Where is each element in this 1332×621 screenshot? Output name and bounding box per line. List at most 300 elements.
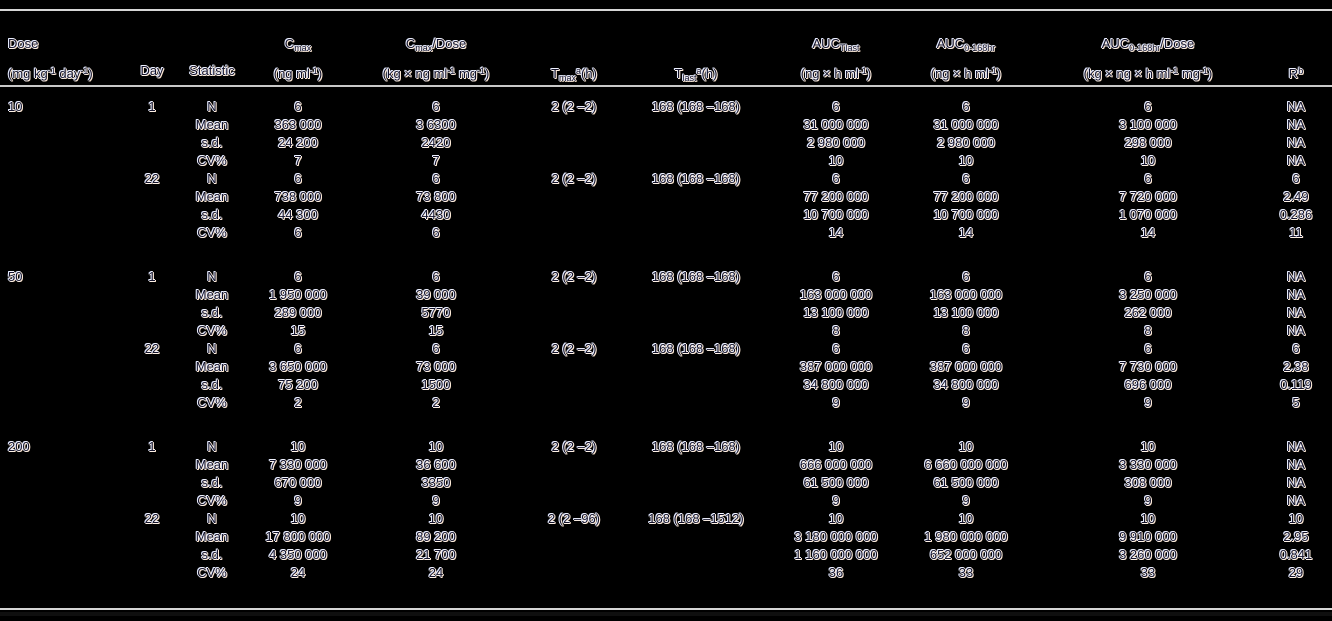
column-label: $C_{max}$/Dose (405, 36, 467, 53)
cell-r: NA (1286, 287, 1306, 302)
cell-r: 2.38 (1283, 359, 1309, 374)
cell-tlast: 168 (168 –168) (651, 269, 741, 284)
cell-auc-0-168hr-dose: 10 (1140, 153, 1156, 168)
cell-auc-0-168hr: 6 (962, 99, 970, 114)
cell-dose (0, 224, 136, 242)
cell-cmax-dose: 10 (428, 511, 444, 526)
cell-auc-tlast: 6 (832, 171, 840, 186)
cell-dose (0, 206, 136, 224)
stat-row (0, 546, 1332, 564)
cell-statistic: Mean (195, 529, 229, 544)
column-unit: (mg $kg^{-1}$ day$^{-1}$) (8, 66, 93, 81)
cell-auc-tlast: 10 (828, 439, 844, 454)
column-unit: (kg × ng × h $ml^{-1}$ $mg^{-1}$) (1083, 66, 1213, 81)
cell-auc-tlast: 3 180 000 000 (794, 529, 878, 544)
cell-statistic: Mean (195, 359, 229, 374)
cell-r: NA (1286, 135, 1306, 150)
cell-cmax: 3 650 000 (269, 359, 327, 374)
column-label: $AUC_{0-168hr}$/Dose (1101, 36, 1195, 53)
cell-tlast (616, 474, 776, 492)
cell-r: NA (1286, 493, 1306, 508)
cell-cmax-dose: 7 (432, 153, 440, 168)
cell-dose (0, 358, 136, 376)
stat-row (0, 340, 1332, 358)
column-label (136, 31, 168, 57)
cell-tmax (532, 322, 616, 340)
cell-tlast: 168 (168 –168) (651, 439, 741, 454)
cell-day (136, 546, 168, 564)
stat-row (0, 510, 1332, 528)
cell-day (136, 286, 168, 304)
dose-group (0, 438, 1332, 582)
cell-tlast: 168 (168 –168) (651, 171, 741, 186)
cell-auc-0-168hr: 33 (958, 565, 974, 580)
cell-auc-0-168hr-dose: 3 100 000 (1119, 117, 1177, 132)
cell-auc-0-168hr: 1 980 000 000 (924, 529, 1008, 544)
cell-auc-0-168hr: 14 (958, 225, 974, 240)
cell-dose (0, 322, 136, 340)
cell-auc-tlast: 34 800 000 (803, 377, 869, 392)
cell-cmax: 9 (294, 493, 302, 508)
cell-statistic: s.d. (201, 305, 223, 320)
cell-statistic: Mean (195, 457, 229, 472)
cell-cmax-dose: 73 000 (416, 359, 456, 374)
cell-auc-0-168hr: 6 (962, 269, 970, 284)
cell-statistic: s.d. (201, 207, 223, 222)
cell-day (136, 394, 168, 412)
cell-day: 22 (144, 511, 160, 526)
cell-day: 22 (144, 171, 160, 186)
cell-cmax: 2 (294, 395, 302, 410)
cell-tmax (532, 134, 616, 152)
cell-cmax: 6 (294, 99, 302, 114)
cell-day (136, 376, 168, 394)
cell-r: 2.49 (1283, 189, 1309, 204)
column-header-auc-0-168hr (896, 31, 1036, 85)
cell-tlast (616, 394, 776, 412)
cell-auc-tlast: 2 980 000 (807, 135, 865, 150)
cell-auc-tlast: 61 500 000 (803, 475, 869, 490)
cell-auc-0-168hr-dose: 10 (1140, 511, 1156, 526)
table-body (0, 87, 1332, 582)
cell-dose (0, 286, 136, 304)
cell-auc-0-168hr: 10 (958, 153, 974, 168)
cell-tlast (616, 492, 776, 510)
cell-auc-0-168hr-dose: 6 (1144, 99, 1152, 114)
cell-tlast (616, 456, 776, 474)
cell-tmax (532, 358, 616, 376)
cell-statistic: Mean (195, 287, 229, 302)
cell-cmax-dose: 4430 (421, 207, 451, 222)
cell-tlast (616, 206, 776, 224)
cell-r: NA (1286, 153, 1306, 168)
cell-dose (0, 188, 136, 206)
cell-cmax-dose: 6 (432, 225, 440, 240)
cell-dose (0, 376, 136, 394)
cell-tmax (532, 474, 616, 492)
cell-tlast (616, 116, 776, 134)
cell-r: 0.119 (1280, 377, 1312, 392)
cell-dose (0, 510, 136, 528)
cell-tmax: 2 (2 –2) (551, 439, 597, 454)
cell-day (136, 134, 168, 152)
cell-day (136, 304, 168, 322)
stat-row (0, 206, 1332, 224)
cell-cmax: 6 (294, 341, 302, 356)
column-unit: (ng $ml^{-1}$) (273, 66, 323, 81)
cell-auc-tlast: 77 200 000 (803, 189, 869, 204)
cell-cmax: 15 (290, 323, 306, 338)
cell-cmax-dose: 10 (428, 439, 444, 454)
column-header-tmax (532, 31, 616, 85)
column-header-auc-tlast (776, 31, 896, 85)
cell-day (136, 188, 168, 206)
cell-tmax (532, 546, 616, 564)
cell-dose (0, 134, 136, 152)
table-header (0, 11, 1332, 85)
stat-row (0, 322, 1332, 340)
stat-row (0, 456, 1332, 474)
cell-tlast (616, 546, 776, 564)
cell-auc-tlast: 31 000 000 (803, 117, 869, 132)
cell-tlast (616, 188, 776, 206)
stat-row (0, 492, 1332, 510)
cell-tlast (616, 304, 776, 322)
cell-r: 0.286 (1279, 207, 1313, 222)
cell-dose (0, 340, 136, 358)
cell-r: NA (1286, 269, 1306, 284)
cell-tmax (532, 152, 616, 170)
cell-auc-tlast: 8 (832, 323, 840, 338)
cell-r: 6 (1292, 171, 1300, 186)
cell-dose (0, 528, 136, 546)
cell-auc-0-168hr-dose: 696 000 (1124, 377, 1172, 392)
cell-cmax: 10 (290, 511, 306, 526)
column-unit: (kg × ng $ml^{-1}$ $mg^{-1}$) (382, 66, 490, 81)
cell-day (136, 474, 168, 492)
cell-tmax (532, 492, 616, 510)
cell-cmax-dose: 2420 (421, 135, 451, 150)
cell-tmax (532, 116, 616, 134)
cell-auc-0-168hr-dose: 6 (1144, 171, 1152, 186)
stat-row (0, 152, 1332, 170)
cell-tlast (616, 152, 776, 170)
cell-r: NA (1286, 457, 1306, 472)
cell-cmax: 10 (290, 439, 306, 454)
cell-auc-0-168hr-dose: 9 (1144, 395, 1152, 410)
cell-cmax-dose: 39 000 (416, 287, 456, 302)
cell-auc-0-168hr-dose: 3 260 000 (1119, 547, 1177, 562)
cell-tlast (616, 564, 776, 582)
cell-tmax (532, 376, 616, 394)
cell-tlast: 168 (168 –168) (651, 341, 741, 356)
cell-auc-0-168hr: 10 (958, 511, 974, 526)
cell-statistic: CV% (197, 493, 227, 508)
cell-cmax: 6 (294, 171, 302, 186)
column-label (616, 31, 776, 57)
cell-cmax-dose: 6 (432, 171, 440, 186)
cell-tlast (616, 134, 776, 152)
cell-day (136, 322, 168, 340)
column-label (532, 31, 616, 57)
column-header-r (1260, 31, 1332, 85)
cell-auc-0-168hr: 6 660 000 000 (924, 457, 1008, 472)
cell-statistic: s.d. (201, 135, 223, 150)
cell-auc-0-168hr: 6 (962, 341, 970, 356)
cell-cmax: 6 (294, 225, 302, 240)
cell-cmax-dose: 6 (432, 99, 440, 114)
cell-cmax-dose: 6 (432, 341, 440, 356)
stat-row (0, 394, 1332, 412)
stat-row (0, 358, 1332, 376)
cell-dose (0, 456, 136, 474)
cell-cmax: 24 200 (278, 135, 318, 150)
column-unit: Day (140, 63, 164, 78)
cell-tlast: 168 (168 –168) (651, 99, 741, 114)
cell-statistic: s.d. (201, 475, 223, 490)
cell-cmax-dose: 36 600 (416, 457, 456, 472)
cell-cmax: 4 350 000 (269, 547, 327, 562)
column-header-auc-0-168hr-dose (1036, 31, 1260, 85)
cell-tmax: 2 (2 –2) (551, 341, 597, 356)
cell-auc-0-168hr-dose: 9 910 000 (1119, 529, 1177, 544)
cell-auc-tlast: 163 000 000 (799, 287, 873, 302)
cell-r: NA (1286, 323, 1306, 338)
cell-cmax-dose: 21 700 (416, 547, 456, 562)
cell-day (136, 358, 168, 376)
cell-statistic: N (207, 171, 217, 186)
column-unit: $R^b$ (1288, 66, 1304, 81)
cell-tmax (532, 224, 616, 242)
dose-group (0, 268, 1332, 412)
cell-r: NA (1286, 117, 1306, 132)
cell-dose (0, 546, 136, 564)
cell-day: 1 (148, 439, 156, 454)
column-unit: Statistic (189, 63, 235, 78)
cell-cmax-dose: 1500 (421, 377, 451, 392)
cell-tmax: 2 (2 –2) (551, 99, 597, 114)
cell-auc-0-168hr: 163 000 000 (929, 287, 1003, 302)
cell-tlast (616, 322, 776, 340)
cell-tmax (532, 286, 616, 304)
cell-day (136, 152, 168, 170)
cell-cmax-dose: 73 800 (416, 189, 456, 204)
cell-day: 22 (144, 341, 160, 356)
cell-dose: 10 (8, 99, 23, 114)
cell-auc-0-168hr: 10 700 000 (933, 207, 999, 222)
stat-row (0, 438, 1332, 456)
cell-day: 1 (148, 99, 156, 114)
cell-auc-tlast: 387 000 000 (799, 359, 873, 374)
cell-statistic: N (207, 269, 217, 284)
cell-tlast (616, 358, 776, 376)
cell-day (136, 116, 168, 134)
cell-day (136, 492, 168, 510)
cell-cmax-dose: 9 (432, 493, 440, 508)
column-header-day (136, 31, 168, 85)
bottom-strip (0, 610, 1332, 616)
cell-cmax: 670 000 (274, 475, 322, 490)
cell-auc-tlast: 6 (832, 99, 840, 114)
cell-r: NA (1286, 99, 1306, 114)
cell-dose (0, 170, 136, 188)
cell-tmax: 2 (2 –2) (551, 171, 597, 186)
cell-cmax: 44 300 (278, 207, 318, 222)
cell-cmax-dose: 15 (428, 323, 444, 338)
stat-row (0, 224, 1332, 242)
cell-auc-tlast: 1 160 000 000 (794, 547, 878, 562)
cell-auc-tlast: 36 (828, 565, 844, 580)
cell-cmax: 17 800 000 (265, 529, 331, 544)
column-unit: $T_{max}^a(h)$ (551, 66, 597, 83)
column-unit: (ng × h $ml^{-1}$) (800, 66, 872, 81)
column-label: $AUC_{Tlast}$ (812, 36, 860, 53)
stat-row (0, 376, 1332, 394)
cell-auc-0-168hr-dose: 8 (1144, 323, 1152, 338)
stat-row (0, 304, 1332, 322)
cell-cmax-dose: 89 200 (416, 529, 456, 544)
cell-tmax (532, 528, 616, 546)
cell-statistic: CV% (197, 395, 227, 410)
cell-auc-tlast: 6 (832, 269, 840, 284)
stat-row (0, 188, 1332, 206)
cell-auc-tlast: 10 700 000 (803, 207, 869, 222)
cell-cmax-dose: 2 (432, 395, 440, 410)
cell-auc-0-168hr: 77 200 000 (933, 189, 999, 204)
column-header-tlast (616, 31, 776, 85)
cell-auc-tlast: 13 100 000 (803, 305, 869, 320)
cell-auc-tlast: 9 (832, 395, 840, 410)
cell-auc-tlast: 10 (828, 511, 844, 526)
cell-tmax: 2 (2 –2) (551, 269, 597, 284)
cell-day (136, 528, 168, 546)
column-header-statistic (168, 31, 256, 85)
cell-r: 6 (1292, 341, 1300, 356)
cell-tmax (532, 188, 616, 206)
cell-auc-tlast: 9 (832, 493, 840, 508)
cell-day: 1 (148, 269, 156, 284)
cell-day (136, 224, 168, 242)
cell-dose (0, 394, 136, 412)
stat-row (0, 268, 1332, 286)
cell-auc-0-168hr: 2 980 000 (937, 135, 995, 150)
cell-auc-0-168hr-dose: 7 720 000 (1119, 189, 1177, 204)
cell-tlast (616, 224, 776, 242)
cell-cmax-dose: 3 6300 (416, 117, 456, 132)
cell-cmax: 738 000 (274, 189, 322, 204)
cell-cmax: 6 (294, 269, 302, 284)
cell-statistic: CV% (197, 565, 227, 580)
cell-auc-0-168hr-dose: 14 (1140, 225, 1156, 240)
cell-auc-0-168hr: 8 (962, 323, 970, 338)
dose-group (0, 98, 1332, 242)
cell-statistic: s.d. (201, 547, 223, 562)
cell-cmax-dose: 6 (432, 269, 440, 284)
cell-cmax-dose: 24 (428, 565, 444, 580)
cell-auc-0-168hr-dose: 33 (1140, 565, 1156, 580)
column-label (1260, 31, 1332, 57)
column-header-dose (0, 31, 136, 85)
cell-r: NA (1286, 305, 1306, 320)
cell-auc-0-168hr-dose: 298 000 (1124, 135, 1172, 150)
cell-dose: 200 (8, 439, 30, 454)
cell-statistic: N (207, 341, 217, 356)
column-label (168, 31, 256, 57)
cell-auc-0-168hr: 61 500 000 (933, 475, 999, 490)
cell-auc-0-168hr-dose: 1 070 000 (1119, 207, 1177, 222)
column-label: $AUC_{0-168hr}$ (936, 36, 996, 53)
cell-day (136, 206, 168, 224)
cell-auc-tlast: 6 (832, 341, 840, 356)
cell-dose (0, 474, 136, 492)
cell-cmax-dose: 3350 (421, 475, 451, 490)
cell-statistic: N (207, 511, 217, 526)
cell-r: NA (1286, 475, 1306, 490)
cell-tmax (532, 564, 616, 582)
stat-row (0, 98, 1332, 116)
cell-r: 11 (1289, 225, 1303, 240)
column-label: $C_{max}$ (284, 36, 312, 53)
stat-row (0, 134, 1332, 152)
cell-auc-0-168hr: 387 000 000 (929, 359, 1003, 374)
cell-auc-0-168hr-dose: 3 330 000 (1119, 457, 1177, 472)
stat-row (0, 474, 1332, 492)
cell-tmax (532, 206, 616, 224)
cell-auc-0-168hr-dose: 3 250 000 (1119, 287, 1177, 302)
cell-r: 0.841 (1279, 547, 1313, 562)
cell-dose (0, 492, 136, 510)
cell-statistic: CV% (197, 225, 227, 240)
cell-tmax (532, 304, 616, 322)
cell-cmax: 75 200 (278, 377, 318, 392)
column-header-cmax-dose (340, 31, 532, 85)
column-header-cmax (256, 31, 340, 85)
column-label: Dose (8, 36, 39, 51)
cell-r: 2.95 (1283, 529, 1309, 544)
cell-auc-0-168hr: 9 (962, 493, 970, 508)
stat-row (0, 170, 1332, 188)
cell-auc-0-168hr: 6 (962, 171, 970, 186)
cell-auc-0-168hr-dose: 262 000 (1124, 305, 1172, 320)
cell-auc-0-168hr: 31 000 000 (933, 117, 999, 132)
cell-auc-tlast: 14 (828, 225, 844, 240)
cell-statistic: CV% (197, 153, 227, 168)
cell-day (136, 564, 168, 582)
cell-day (136, 456, 168, 474)
cell-r: 5 (1292, 395, 1300, 410)
cell-auc-0-168hr-dose: 6 (1144, 341, 1152, 356)
cell-tmax: 2 (2 –96) (547, 511, 601, 526)
cell-r: 10 (1288, 511, 1304, 526)
cell-dose (0, 116, 136, 134)
stat-row (0, 116, 1332, 134)
cell-auc-0-168hr-dose: 308 000 (1124, 475, 1172, 490)
cell-dose (0, 152, 136, 170)
cell-r: NA (1286, 439, 1306, 454)
cell-statistic: N (207, 99, 217, 114)
cell-auc-0-168hr: 10 (958, 439, 974, 454)
cell-auc-0-168hr: 9 (962, 395, 970, 410)
cell-cmax-dose: 5770 (421, 305, 451, 320)
column-unit: (ng × h $ml^{-1}$) (930, 66, 1002, 81)
cell-statistic: N (207, 439, 217, 454)
cell-auc-0-168hr-dose: 7 730 000 (1119, 359, 1177, 374)
cell-tlast (616, 528, 776, 546)
cell-statistic: Mean (195, 189, 229, 204)
cell-auc-tlast: 10 (828, 153, 844, 168)
cell-statistic: CV% (197, 323, 227, 338)
cell-dose (0, 564, 136, 582)
